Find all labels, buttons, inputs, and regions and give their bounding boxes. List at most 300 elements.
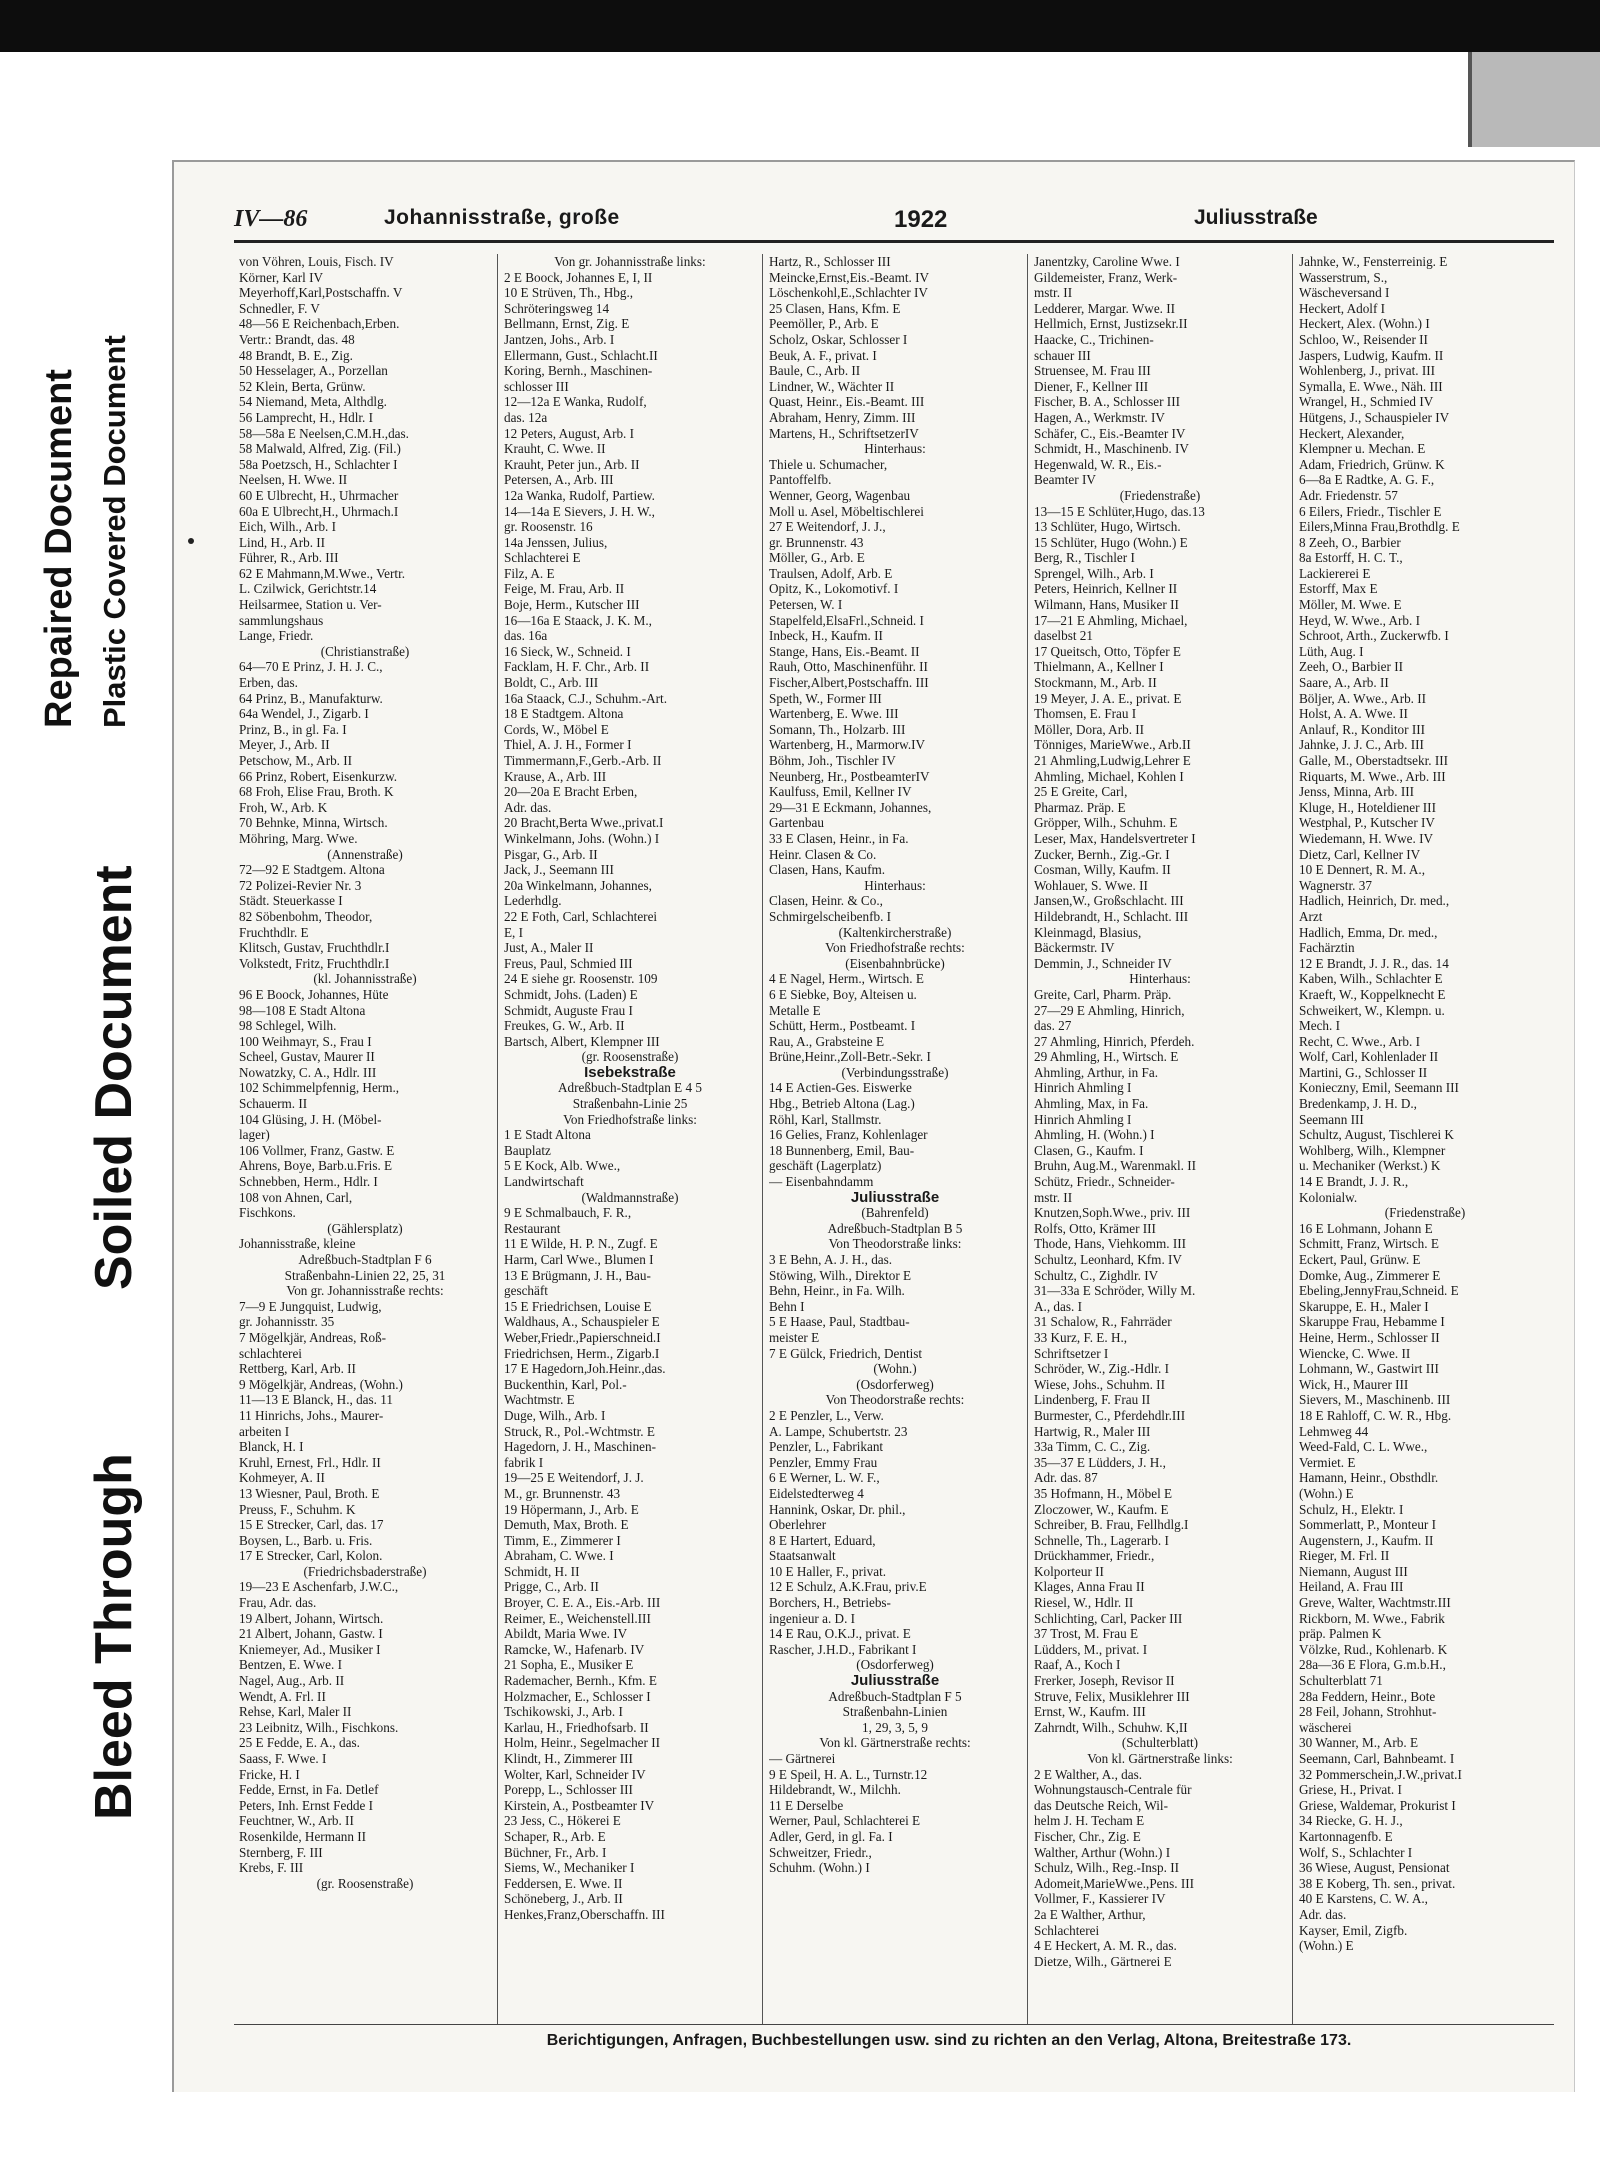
directory-entry: 98 Schlegel, Wilh. <box>239 1018 337 1034</box>
directory-entry: Hinterhaus: <box>864 441 926 457</box>
directory-entry: Ahmling, H. (Wohn.) I <box>1034 1127 1155 1143</box>
directory-entry: (Eisenbahnbrücke) <box>845 955 945 971</box>
directory-entry: 19 Albert, Johann, Wirtsch. <box>239 1610 384 1626</box>
directory-entry: Schriftsetzer I <box>1034 1345 1109 1361</box>
directory-entry: 25 E Greite, Carl, <box>1034 784 1128 800</box>
directory-entry: 2 E Penzler, L., Verw. <box>769 1407 884 1423</box>
directory-entry: Boysen, L., Barb. u. Fris. <box>239 1532 373 1548</box>
directory-entry: daselbst 21 <box>1034 628 1093 644</box>
directory-entry: 1, 29, 3, 5, 9 <box>862 1719 928 1735</box>
directory-entry: 12a Wanka, Rudolf, Partiew. <box>504 487 655 503</box>
directory-entry: Traulsen, Adolf, Arb. E <box>769 565 893 581</box>
directory-entry: Schultz, Leonhard, Kfm. IV <box>1034 1252 1182 1267</box>
column-3 <box>764 254 1026 2034</box>
directory-entry: Von Theodorstraße rechts: <box>825 1392 965 1408</box>
directory-entry: Büchner, Fr., Arb. I <box>504 1844 607 1860</box>
directory-entry: (Friedenstraße) <box>1119 487 1201 503</box>
directory-entry: 27 Ahmling, Hinrich, Pferdeh. <box>1034 1033 1195 1049</box>
directory-entry: Schröteringsweg 14 <box>504 300 610 316</box>
directory-entry: gr. Johannisstr. 35 <box>239 1314 335 1330</box>
directory-entry: 16a Staack, C.J., Schuhm.-Art. <box>504 690 667 706</box>
directory-entry: Fischer, Chr., Zig. E <box>1034 1828 1141 1844</box>
directory-entry: 96 E Boock, Johannes, Hüte <box>239 986 389 1002</box>
directory-entry: Heckert, Adolf I <box>1299 300 1386 316</box>
directory-entry: Isebekstraße <box>584 1064 676 1081</box>
directory-entry: Dietze, Wilh., Gärtnerei E <box>1034 1953 1172 1969</box>
directory-entry: 6 E Siebke, Boy, Alteisen u. <box>769 986 917 1002</box>
directory-entry: Rolfs, Otto, Krämer III <box>1034 1220 1156 1236</box>
directory-entry: Städt. Steuerkasse I <box>239 893 343 909</box>
directory-entry: 27 E Weitendorf, J. J., <box>769 519 886 535</box>
column-2 <box>499 254 761 2034</box>
directory-entry: Von Friedhofstraße rechts: <box>825 940 965 956</box>
directory-entry: — Eisenbahndamm <box>769 1174 874 1190</box>
binder-edge <box>1468 52 1472 147</box>
directory-entry: Vertr.: Brandt, das. 48 <box>239 331 355 347</box>
directory-entry: Schauerm. II <box>239 1096 308 1112</box>
directory-entry: Hildebrandt, H., Schlacht. III <box>1034 908 1189 924</box>
directory-entry: Heinr. Clasen & Co. <box>769 846 877 862</box>
directory-entry: Hildebrandt, W., Milchh. <box>769 1782 901 1798</box>
directory-entry: Lackiererei E <box>1299 565 1371 581</box>
directory-entry: Krauht, Peter jun., Arb. II <box>504 456 640 472</box>
directory-entry: 23 Leibnitz, Wilh., Fischkons. <box>239 1719 399 1735</box>
directory-entry: fabrik I <box>504 1454 544 1470</box>
directory-entry: 13—15 E Schlüter,Hugo, das.13 <box>1034 503 1205 519</box>
directory-entry: Boje, Herm., Kutscher III <box>504 597 640 613</box>
column-1 <box>234 254 496 2034</box>
directory-entry: Schnedler, F. V <box>239 300 320 316</box>
directory-entry: Inbeck, H., Kaufm. II <box>769 628 883 644</box>
directory-entry: Moll u. Asel, Möbeltischlerei <box>769 503 924 519</box>
directory-entry: Volkstedt, Fritz, Fruchthdlr.I <box>239 955 390 971</box>
directory-entry: Hagedorn, J. H., Maschinen- <box>504 1439 656 1455</box>
directory-entry: Lüdders, M., privat. I <box>1034 1641 1148 1657</box>
directory-entry: Lange, Friedr. <box>239 628 314 644</box>
directory-entry: Wartenberg, E. Wwe. III <box>769 706 899 722</box>
directory-entry: 22 E Foth, Carl, Schlachterei <box>504 908 658 924</box>
directory-entry: 60a E Ulbrecht,H., Uhrmach.I <box>239 503 399 519</box>
directory-entry: Wick, H., Maurer III <box>1299 1376 1409 1392</box>
binder-strip <box>1468 52 1600 147</box>
directory-entry: 12—12a E Wanka, Rudolf, <box>504 394 647 410</box>
directory-entry: 5 E Haase, Paul, Stadtbau- <box>769 1314 910 1330</box>
column-divider <box>1027 254 1028 2024</box>
directory-entry: mstr. II <box>1034 285 1073 301</box>
directory-entry: 24 E siehe gr. Roosenstr. 109 <box>504 971 658 987</box>
directory-entry: 72—92 E Stadtgem. Altona <box>239 862 385 878</box>
directory-entry: 9 E Speil, H. A. L., Turnstr.12 <box>769 1766 928 1782</box>
directory-entry: 9 Mögelkjär, Andreas, (Wohn.) <box>239 1376 403 1392</box>
directory-entry: Leser, Max, Handelsvertreter I <box>1034 830 1196 846</box>
directory-entry: 25 Clasen, Hans, Kfm. E <box>769 300 901 316</box>
directory-entry: Fricke, H. I <box>239 1766 300 1782</box>
directory-entry: 3 E Behn, A. J. H., das. <box>769 1252 893 1267</box>
directory-entry: Wäscheversand I <box>1299 285 1390 301</box>
directory-entry: 16 Gelies, Franz, Kohlenlager <box>769 1127 928 1143</box>
directory-entry: M., gr. Brunnenstr. 43 <box>504 1485 621 1501</box>
directory-entry: Saare, A., Arb. II <box>1299 675 1389 691</box>
directory-entry: Schlachterei <box>1034 1922 1100 1938</box>
directory-entry: (Waldmannstraße) <box>581 1189 679 1205</box>
directory-entry: (Wohn.) E <box>1299 1485 1354 1501</box>
directory-entry: Reimer, E., Weichenstell.III <box>504 1610 651 1626</box>
directory-entry: Petschow, M., Arb. II <box>239 753 353 768</box>
directory-entry: Friedrichsen, Herm., Zigarb.I <box>504 1345 660 1361</box>
directory-entry: 12 Peters, August, Arb. I <box>504 425 635 441</box>
directory-entry: Von Theodorstraße links: <box>828 1236 962 1252</box>
directory-entry: Zahrndt, Wilh., Schuhw. K,II <box>1034 1719 1188 1735</box>
directory-entry: 52 Klein, Berta, Grünw. <box>239 378 366 394</box>
directory-entry: 21 Ahmling,Ludwig,Lehrer E <box>1034 753 1191 768</box>
directory-entry: 72 Polizei-Revier Nr. 3 <box>239 877 362 893</box>
directory-entry: von Vöhren, Louis, Fisch. IV <box>239 254 394 269</box>
directory-entry: Gröpper, Wilh., Schuhm. E <box>1034 815 1178 831</box>
directory-entry: 7 E Gülck, Friedrich, Dentist <box>769 1345 923 1361</box>
directory-entry: Martens, H., SchriftsetzerIV <box>769 425 919 441</box>
directory-entry: sammlungshaus <box>239 612 324 628</box>
directory-entry: Kirstein, A., Postbeamter IV <box>504 1797 655 1813</box>
directory-entry: Peters, Heinrich, Kellner II <box>1034 581 1178 597</box>
directory-entry: Hütgens, J., Schauspieler IV <box>1299 409 1450 425</box>
directory-entry: Stöwing, Wilh., Direktor E <box>769 1267 912 1283</box>
directory-entry: Frerker, Joseph, Revisor II <box>1034 1673 1175 1689</box>
directory-entry: Pisgar, G., Arb. II <box>504 846 598 862</box>
directory-entry: Froh, W., Arb. K <box>239 799 328 815</box>
directory-entry: Wilmann, Hans, Musiker II <box>1034 597 1179 613</box>
directory-entry: Fischkons. <box>239 1205 296 1221</box>
directory-entry: geschäft <box>504 1283 548 1299</box>
directory-entry: Schütz, Friedr., Schneider- <box>1034 1174 1175 1190</box>
directory-entry: 29 Ahmling, H., Wirtsch. E <box>1034 1049 1179 1065</box>
directory-entry: Wiese, Johs., Schuhm. II <box>1034 1376 1165 1392</box>
directory-entry: Adr. das. <box>504 799 552 815</box>
directory-entry: 6 Eilers, Friedr., Tischler E <box>1299 503 1442 519</box>
directory-entry: L. Czilwick, Gerichtstr.14 <box>239 581 377 597</box>
directory-entry: Penzler, L., Fabrikant <box>769 1439 884 1455</box>
directory-entry: Thode, Hans, Viehkomm. III <box>1034 1236 1187 1252</box>
directory-entry: Jantzen, Johs., Arb. I <box>504 331 615 347</box>
directory-entry: Adomeit,MarieWwe.,Pens. III <box>1034 1875 1195 1891</box>
directory-entry: Wolf, Carl, Kohlenlader II <box>1299 1049 1439 1065</box>
directory-entry: Scholz, Oskar, Schlosser I <box>769 331 908 347</box>
directory-entry: meister E <box>769 1329 820 1345</box>
directory-entry: 31—33a E Schröder, Willy M. <box>1034 1283 1196 1299</box>
directory-entry: 66 Prinz, Robert, Eisenkurzw. <box>239 768 398 784</box>
directory-entry: Beuk, A. F., privat. I <box>769 347 877 363</box>
directory-entry: (kl. Johannisstraße) <box>313 971 417 987</box>
directory-entry: Wendt, A. Frl. II <box>239 1688 326 1704</box>
directory-entry: Möller, Dora, Arb. II <box>1034 721 1145 737</box>
directory-entry: Ellermann, Gust., Schlacht.II <box>504 347 658 363</box>
column-divider <box>762 254 763 2024</box>
directory-entry: 12 E Schulz, A.K.Frau, priv.E <box>769 1579 927 1595</box>
directory-entry: 4 E Nagel, Herm., Wirtsch. E <box>769 971 924 987</box>
directory-entry: Schmidt, Johs. (Laden) E <box>504 986 638 1002</box>
directory-entry: Fischer, B. A., Schlosser III <box>1034 394 1180 410</box>
directory-entry: Staatsanwalt <box>769 1548 836 1564</box>
directory-entry: (Annenstraße) <box>327 846 403 862</box>
directory-entry: Holm, Heinr., Segelmacher II <box>504 1735 661 1751</box>
directory-entry: Hadlich, Heinrich, Dr. med., <box>1299 893 1450 909</box>
directory-entry: Adr. das. 87 <box>1034 1470 1098 1486</box>
directory-entry: 4 E Heckert, A. M. R., das. <box>1034 1938 1177 1954</box>
directory-entry: Lindner, W., Wächter II <box>769 378 895 394</box>
directory-entry: Sommerlatt, P., Monteur I <box>1299 1517 1436 1533</box>
directory-entry: 98—108 E Stadt Altona <box>239 1002 366 1018</box>
directory-entry: Holst, A. A. Wwe. II <box>1299 706 1408 722</box>
directory-entry: Riesel, W., Hdlr. II <box>1034 1595 1134 1611</box>
directory-entry: Von Friedhofstraße links: <box>563 1111 697 1127</box>
directory-entry: 64a Wendel, J., Zigarb. I <box>239 706 369 722</box>
directory-entry: präp. Palmen K <box>1299 1626 1382 1642</box>
directory-entry: Straßenbahn-Linien <box>842 1704 948 1720</box>
directory-entry: 64 Prinz, B., Manufakturw. <box>239 690 383 706</box>
directory-entry: Ahmling, Arthur, in Fa. <box>1034 1064 1159 1080</box>
directory-entry: Schulterblatt 71 <box>1299 1673 1383 1689</box>
directory-entry: Saass, F. Wwe. I <box>239 1751 327 1766</box>
directory-entry: Möller, M. Wwe. E <box>1299 597 1402 613</box>
directory-entry: Wohlberg, Wilh., Klempner <box>1299 1142 1446 1158</box>
directory-entry: Schroot, Arth., Zuckerwfb. I <box>1299 628 1449 644</box>
directory-entry: Rauh, Otto, Maschinenführ. II <box>769 659 928 675</box>
directory-entry: 62 E Mahmann,M.Wwe., Vertr. <box>239 565 406 581</box>
directory-entry: Wohnungstausch-Centrale für <box>1034 1782 1192 1798</box>
directory-entry: Kaulfuss, Emil, Kellner IV <box>769 784 912 800</box>
directory-entry: 18 E Rahloff, C. W. R., Hbg. <box>1299 1407 1452 1423</box>
directory-entry: Thielmann, A., Kellner I <box>1034 659 1164 675</box>
left-street-heading: Johannisstraße, große <box>384 206 620 229</box>
directory-entry: Hinrich Ahmling I <box>1034 1111 1132 1127</box>
directory-entry: Bellmann, Ernst, Zig. E <box>504 316 630 332</box>
directory-entry: 20a Winkelmann, Johannes, <box>504 877 652 893</box>
directory-entry: Borchers, H., Betriebs- <box>769 1595 891 1611</box>
label-bleed-through: Bleed Through <box>85 1453 143 1820</box>
directory-entry: Clasen, G., Kaufm. I <box>1034 1142 1144 1158</box>
directory-entry: schlachterei <box>239 1345 302 1361</box>
directory-entry: 35 Hofmann, H., Möbel E <box>1034 1485 1173 1501</box>
directory-entry: Heiland, A. Frau III <box>1299 1579 1404 1595</box>
directory-entry: Von gr. Johannisstraße rechts: <box>286 1283 444 1299</box>
directory-entry: Eidelstedterweg 4 <box>769 1485 864 1501</box>
directory-entry: Von gr. Johannisstraße links: <box>554 254 706 269</box>
directory-entry: 2a E Walther, Arthur, <box>1034 1906 1146 1922</box>
directory-entry: Quast, Heinr., Eis.-Beamt. III <box>769 394 925 410</box>
directory-entry: Facklam, H. F. Chr., Arb. II <box>504 659 650 675</box>
directory-entry: Pantoffelfb. <box>769 472 832 488</box>
directory-entry: das. 16a <box>504 628 548 644</box>
directory-entry: Frau, Adr. das. <box>239 1595 317 1611</box>
directory-entry: 16 E Lohmann, Johann E <box>1299 1220 1433 1236</box>
directory-entry: Von kl. Gärtnerstraße links: <box>1087 1751 1233 1766</box>
directory-entry: 58—58a E Neelsen,C.M.H.,das. <box>239 425 409 441</box>
directory-entry: lager) <box>239 1127 270 1143</box>
directory-entry: Adr. das. <box>1299 1906 1347 1922</box>
directory-entry: Lüth, Aug. I <box>1299 643 1364 659</box>
directory-entry: Böljer, A. Wwe., Arb. II <box>1299 690 1427 706</box>
label-soiled-document: Soiled Document <box>85 865 143 1290</box>
directory-entry: schauer III <box>1034 347 1091 363</box>
directory-entry: 48—56 E Reichenbach,Erben. <box>239 316 400 332</box>
directory-entry: Wiedemann, H. Wwe. IV <box>1299 830 1433 846</box>
directory-entry: Wohlauer, S. Wwe. II <box>1034 877 1148 893</box>
directory-entry: 14 E Brandt, J. J. R., <box>1299 1174 1409 1190</box>
directory-entry: 7 Mögelkjär, Andreas, Roß- <box>239 1329 387 1345</box>
directory-entry: (Bahrenfeld) <box>861 1205 929 1221</box>
directory-entry: Struck, R., Pol.-Wchtmstr. E <box>504 1423 655 1439</box>
directory-entry: arbeiten I <box>239 1423 290 1439</box>
directory-entry: Blanck, H. I <box>239 1439 304 1455</box>
directory-entry: 2 E Walther, A., das. <box>1034 1766 1143 1782</box>
directory-entry: Kolonialw. <box>1299 1189 1358 1205</box>
directory-entry: 64—70 E Prinz, J. H. J. C., <box>239 659 383 675</box>
directory-entry: Tschikowski, J., Arb. I <box>504 1704 623 1720</box>
directory-entry: 106 Vollmer, Franz, Gastw. E <box>239 1142 395 1158</box>
directory-entry: 60 E Ulbrecht, H., Uhrmacher <box>239 487 399 503</box>
directory-entry: Nagel, Aug., Arb. II <box>239 1673 345 1689</box>
directory-entry: Thiel, A. J. H., Former I <box>504 737 632 753</box>
directory-entry: (Osdorferweg) <box>856 1376 934 1392</box>
directory-entry: Winkelmann, Johs. (Wohn.) I <box>504 830 660 846</box>
directory-entry: Hinrich Ahmling I <box>1034 1080 1132 1096</box>
directory-entry: Estorff, Max E <box>1299 581 1378 597</box>
directory-entry: 28a—36 E Flora, G.m.b.H., <box>1299 1657 1446 1673</box>
directory-entry: Schlachterei E <box>504 550 581 566</box>
directory-entry: 19—25 E Weitendorf, J. J. <box>504 1470 644 1486</box>
directory-entry: mstr. II <box>1034 1189 1073 1205</box>
directory-entry: Tönniges, MarieWwe., Arb.II <box>1034 737 1191 753</box>
directory-entry: Kayser, Emil, Zigfb. <box>1299 1922 1408 1938</box>
directory-entry: 15 E Friedrichsen, Louise E <box>504 1298 652 1314</box>
directory-entry: Weed-Fald, C. L. Wwe., <box>1299 1439 1428 1455</box>
directory-entry: 108 von Ahnen, Carl, <box>239 1189 353 1205</box>
directory-entry: Jaspers, Ludwig, Kaufm. II <box>1299 347 1444 363</box>
directory-entry: Möhring, Marg. Wwe. <box>239 830 358 846</box>
directory-entry: Röhl, Karl, Stallmstr. <box>769 1111 882 1127</box>
directory-entry: Straßenbahn-Linien 22, 25, 31 <box>284 1267 446 1283</box>
directory-entry: Waldhaus, A., Schauspieler E <box>504 1314 660 1330</box>
directory-entry: Timmermann,F.,Gerb.-Arb. II <box>504 753 662 768</box>
directory-entry: Adreßbuch-Stadtplan F 6 <box>298 1252 432 1267</box>
directory-entry: Schreiber, B. Frau, Fellhdlg.I <box>1034 1517 1189 1533</box>
directory-entry: Feddersen, E. Wwe. II <box>504 1875 623 1891</box>
directory-entry: Zloczower, W., Kaufm. E <box>1034 1501 1169 1517</box>
directory-entry: 13 Schlüter, Hugo, Wirtsch. <box>1034 519 1181 535</box>
directory-entry: gr. Brunnenstr. 43 <box>769 534 864 550</box>
directory-entry: Preuss, F., Schuhm. K <box>239 1501 356 1517</box>
directory-entry: (Wohn.) <box>873 1361 917 1377</box>
directory-entry: 33a Timm, C. C., Zig. <box>1034 1439 1151 1455</box>
directory-entry: Erben, das. <box>239 675 298 691</box>
label-repaired-document: Repaired Document <box>38 369 80 728</box>
directory-entry: Juliusstraße <box>850 1189 940 1206</box>
directory-entry: Drückhammer, Friedr., <box>1034 1548 1155 1564</box>
directory-entry: — Gärtnerei <box>769 1751 836 1766</box>
directory-entry: Galle, M., Oberstadtsekr. III <box>1299 753 1449 768</box>
directory-entry: Schloo, W., Reisender II <box>1299 331 1428 347</box>
directory-entry: Prinz, B., in gl. Fa. I <box>239 721 347 737</box>
column-4 <box>1029 254 1291 2034</box>
directory-entry: Schröder, W., Zig.-Hdlr. I <box>1034 1361 1169 1377</box>
directory-entry: Rehse, Karl, Maler II <box>239 1704 352 1720</box>
directory-entry: 19—23 E Aschenfarb, J.W.C., <box>239 1579 399 1595</box>
directory-entry: 32 Pommerschein,J.W.,privat.I <box>1299 1766 1462 1782</box>
directory-entry: Adam, Friedrich, Grünw. K <box>1299 456 1445 472</box>
directory-entry: Lederhdlg. <box>504 893 562 909</box>
directory-entry: Demuth, Max, Broth. E <box>504 1517 629 1533</box>
directory-entry: Berg, R., Tischler I <box>1034 550 1135 566</box>
directory-entry: Abildt, Maria Wwe. IV <box>504 1626 628 1642</box>
directory-entry: Wasserstrum, S., <box>1299 269 1388 285</box>
directory-entry: Stange, Hans, Eis.-Beamt. II <box>769 643 920 659</box>
directory-entry: 2 E Boock, Johannes E, I, II <box>504 269 653 285</box>
binding-hole <box>188 538 194 544</box>
directory-entry: Harm, Carl Wwe., Blumen I <box>504 1252 654 1267</box>
directory-entry: 16 Sieck, W., Schneid. I <box>504 643 631 659</box>
directory-entry: Schuhm. (Wohn.) I <box>769 1860 870 1876</box>
directory-entry: 11 E Wilde, H. P. N., Zugf. E <box>504 1236 658 1252</box>
directory-entry: Völzke, Rud., Kohlenarb. K <box>1299 1641 1448 1657</box>
directory-entry: Krauht, C. Wwe. II <box>504 441 606 457</box>
directory-entry: Sprengel, Wilh., Arb. I <box>1034 565 1154 581</box>
directory-entry: Wolf, S., Schlachter I <box>1299 1844 1413 1860</box>
directory-entry: Eckert, Paul, Grünw. E <box>1299 1252 1421 1267</box>
directory-entry: 19 Meyer, J. A. E., privat. E <box>1034 690 1182 706</box>
directory-entry: Landwirtschaft <box>504 1174 584 1190</box>
directory-entry: Klages, Anna Frau II <box>1034 1579 1145 1595</box>
directory-entry: Krebs, F. III <box>239 1860 304 1876</box>
directory-entry: 27—29 E Ahmling, Hinrich, <box>1034 1002 1185 1018</box>
directory-entry: Wagnerstr. 37 <box>1299 877 1372 893</box>
directory-entry: Adr. Friedenstr. 57 <box>1299 487 1398 503</box>
directory-entry: Neelsen, H. Wwe. II <box>239 472 348 488</box>
directory-entry: Knutzen,Soph.Wwe., priv. III <box>1034 1205 1191 1221</box>
directory-entry: Heine, Herm., Schlosser II <box>1299 1329 1440 1345</box>
directory-entry: wäscherei <box>1299 1719 1352 1735</box>
directory-entry: 14 E Actien-Ges. Eiswerke <box>769 1080 912 1096</box>
directory-entry: Fedde, Ernst, in Fa. Detlef <box>239 1782 379 1798</box>
directory-entry: Griese, Waldemar, Prokurist I <box>1299 1797 1456 1813</box>
directory-entry: Adreßbuch-Stadtplan F 5 <box>828 1688 962 1704</box>
directory-entry: 17 E Strecker, Carl, Kolon. <box>239 1548 383 1564</box>
directory-entry: Schütt, Herm., Postbeamt. I <box>769 1018 916 1034</box>
directory-entry: Ahmling, Max, in Fa. <box>1034 1096 1149 1112</box>
directory-entry: 9 E Schmalbauch, F. R., <box>504 1205 632 1221</box>
directory-entry: Ramcke, W., Hafenarb. IV <box>504 1641 645 1657</box>
directory-entry: 50 Hesselager, A., Porzellan <box>239 363 388 379</box>
directory-entry: Adler, Gerd, in gl. Fa. I <box>769 1828 893 1844</box>
directory-entry: Meyerhoff,Karl,Postschaffn. V <box>239 285 403 301</box>
directory-entry: Bredenkamp, J. H. D., <box>1299 1096 1417 1112</box>
directory-entry: das. 12a <box>504 409 548 425</box>
directory-entry: Bruhn, Aug.M., Warenmakl. II <box>1034 1158 1197 1174</box>
directory-entry: Feige, M. Frau, Arb. II <box>504 581 625 597</box>
publisher-footer: Berichtigungen, Anfragen, Buchbestellungen usw. sind zu richten an den Verlag, Altona, Breitestraße 173. <box>546 2032 1352 2049</box>
directory-entry: Klindt, H., Zimmerer III <box>504 1751 633 1766</box>
directory-entry: Bauplatz <box>504 1142 551 1158</box>
directory-entry: Timm, E., Zimmerer I <box>504 1532 621 1548</box>
directory-entry: 28 Feil, Johann, Strohhut- <box>1299 1704 1437 1720</box>
directory-entry: Beamter IV <box>1034 472 1096 488</box>
directory-entry: Thiele u. Schumacher, <box>769 456 888 472</box>
directory-entry: Hartz, R., Schlosser III <box>769 254 891 269</box>
directory-entry: Körner, Karl IV <box>239 269 324 285</box>
directory-entry: 33 E Clasen, Heinr., in Fa. <box>769 830 909 846</box>
directory-entry: (Friedenstraße) <box>1384 1205 1466 1221</box>
directory-entry: Kleinmagd, Blasius, <box>1034 924 1142 940</box>
directory-entry: Lindenberg, F. Frau II <box>1034 1392 1151 1408</box>
directory-entry: Stockmann, M., Arb. II <box>1034 675 1157 691</box>
